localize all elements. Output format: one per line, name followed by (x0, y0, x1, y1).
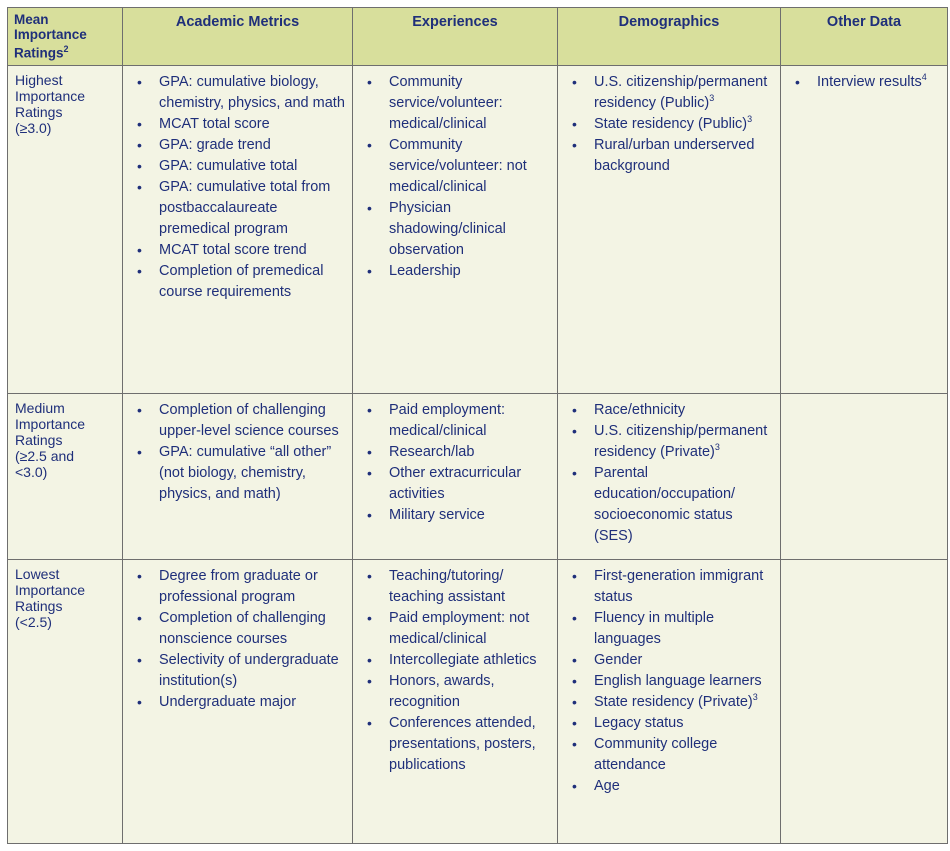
list-item-text: Race/ethnicity (594, 402, 686, 418)
other-list (781, 72, 947, 93)
list-item-text: Community service/volunteer: not medical/clinical (389, 137, 527, 195)
header-row (8, 8, 948, 66)
list-item-text: Intercollegiate athletics (389, 652, 537, 668)
bullet-icon: • (137, 158, 142, 174)
list-item-text: Military service (389, 507, 485, 523)
list-item (572, 776, 774, 797)
list-item (137, 156, 346, 177)
bullet-icon: • (137, 402, 142, 418)
list-item (137, 650, 346, 692)
list-item-text: Honors, awards, recognition (389, 673, 495, 710)
bullet-icon: • (572, 423, 577, 439)
list-item-text: U.S. citizenship/permanent residency (Private) (594, 423, 768, 460)
bullet-icon: • (572, 715, 577, 731)
cell-academic-lowest (123, 560, 353, 844)
row-label-line: Importance (15, 88, 86, 104)
importance-ratings-table (7, 7, 948, 844)
row-lowest-importance (8, 560, 948, 844)
list-item-text: English language learners (594, 673, 762, 689)
bullet-icon: • (367, 652, 372, 668)
demographics-list (558, 566, 780, 797)
list-item (367, 566, 551, 608)
footnote-marker: 3 (752, 692, 758, 703)
bullet-icon: • (137, 652, 142, 668)
bullet-icon: • (137, 694, 142, 710)
list-item-text: Interview results (817, 74, 922, 90)
list-item-text: Parental education/occupation/ socioeconomic status (SES) (594, 465, 736, 544)
row-label-line: Ratings (15, 598, 63, 614)
list-item (572, 671, 774, 692)
list-item-text: Research/lab (389, 444, 475, 460)
bullet-icon: • (137, 263, 142, 279)
footnote-marker: 4 (921, 72, 927, 83)
bullet-icon: • (795, 74, 800, 90)
bullet-icon: • (367, 263, 372, 279)
header-academic-metrics: Academic Metrics (123, 8, 353, 66)
bullet-icon: • (572, 694, 577, 710)
list-item (137, 566, 346, 608)
academic-list (123, 72, 352, 303)
row-label-medium (8, 394, 123, 560)
list-item-text: Completion of premedical course requirements (159, 263, 324, 300)
list-item (367, 135, 551, 198)
list-item (367, 650, 551, 671)
list-item (572, 421, 774, 463)
bullet-icon: • (367, 74, 372, 90)
list-item (572, 114, 774, 135)
header-other-data: Other Data (781, 8, 948, 66)
list-item-text: GPA: cumulative total from postbaccalaureate premedical program (159, 179, 331, 237)
experiences-list (353, 72, 557, 282)
bullet-icon: • (572, 465, 577, 481)
bullet-icon: • (572, 137, 577, 153)
list-item (137, 135, 346, 156)
footnote-marker: 2 (63, 44, 69, 54)
bullet-icon: • (367, 673, 372, 689)
academic-list (123, 566, 352, 713)
list-item (367, 671, 551, 713)
cell-experiences-highest (353, 66, 558, 394)
list-item (572, 463, 774, 547)
list-item (572, 135, 774, 177)
list-item-text: GPA: cumulative “all other” (not biology, chemistry, physics, and math) (159, 444, 332, 502)
list-item (137, 240, 346, 261)
list-item (795, 72, 941, 93)
list-item (572, 713, 774, 734)
bullet-icon: • (367, 402, 372, 418)
bullet-icon: • (137, 610, 142, 626)
list-item (367, 505, 551, 526)
bullet-icon: • (367, 568, 372, 584)
experiences-list (353, 566, 557, 776)
bullet-icon: • (137, 179, 142, 195)
header-mean-importance-label: Mean Importance Ratings (14, 12, 87, 61)
list-item (137, 692, 346, 713)
list-item (367, 400, 551, 442)
bullet-icon: • (572, 402, 577, 418)
cell-demographics-medium (558, 394, 781, 560)
footnote-marker: 3 (747, 114, 753, 125)
list-item-text: U.S. citizenship/permanent residency (Public) (594, 74, 768, 111)
list-item (137, 608, 346, 650)
list-item (137, 442, 346, 505)
list-item-text: Paid employment: medical/clinical (389, 402, 506, 439)
cell-demographics-lowest (558, 560, 781, 844)
cell-experiences-medium (353, 394, 558, 560)
demographics-list (558, 400, 780, 547)
list-item-text: Legacy status (594, 715, 684, 731)
bullet-icon: • (137, 444, 142, 460)
bullet-icon: • (137, 242, 142, 258)
list-item-text: State residency (Private) (594, 694, 753, 710)
cell-other-lowest (781, 560, 948, 844)
bullet-icon: • (572, 736, 577, 752)
list-item (572, 566, 774, 608)
row-label-line: (<2.5) (15, 614, 52, 630)
list-item-text: Gender (594, 652, 643, 668)
bullet-icon: • (572, 568, 577, 584)
bullet-icon: • (572, 673, 577, 689)
list-item (572, 734, 774, 776)
bullet-icon: • (137, 568, 142, 584)
cell-academic-highest (123, 66, 353, 394)
list-item (367, 608, 551, 650)
list-item-text: Paid employment: not medical/clinical (389, 610, 530, 647)
row-label-line: <3.0) (15, 464, 48, 480)
row-label-line: Ratings (15, 104, 63, 120)
list-item-text: Rural/urban underserved background (594, 137, 755, 174)
bullet-icon: • (367, 465, 372, 481)
list-item-text: Physician shadowing/clinical observation (389, 200, 506, 258)
list-item-text: MCAT total score (159, 116, 270, 132)
footnote-marker: 3 (709, 93, 715, 104)
list-item (137, 177, 346, 240)
bullet-icon: • (572, 652, 577, 668)
list-item (572, 400, 774, 421)
list-item (572, 692, 774, 713)
list-item-text: Age (594, 778, 620, 794)
list-item (367, 198, 551, 261)
list-item-text: Selectivity of undergraduate institution(s) (159, 652, 339, 689)
list-item (137, 72, 346, 114)
bullet-icon: • (367, 444, 372, 460)
bullet-icon: • (572, 74, 577, 90)
list-item (367, 463, 551, 505)
list-item-text: First-generation immigrant status (594, 568, 764, 605)
row-label-line: Importance (15, 582, 86, 598)
list-item-text: State residency (Public) (594, 116, 748, 132)
row-medium-importance (8, 394, 948, 560)
cell-academic-medium (123, 394, 353, 560)
row-label-line: (≥2.5 and (15, 448, 75, 464)
list-item-text: Fluency in multiple languages (594, 610, 715, 647)
list-item (572, 608, 774, 650)
list-item (137, 261, 346, 303)
row-label-line: Highest (15, 72, 63, 88)
row-highest-importance (8, 66, 948, 394)
list-item-text: Degree from graduate or professional program (159, 568, 318, 605)
list-item-text: Other extracurricular activities (389, 465, 522, 502)
list-item-text: MCAT total score trend (159, 242, 307, 258)
academic-list (123, 400, 352, 505)
list-item (367, 261, 551, 282)
list-item (367, 72, 551, 135)
list-item (367, 442, 551, 463)
row-label-line: Lowest (15, 566, 60, 582)
list-item (137, 114, 346, 135)
bullet-icon: • (367, 610, 372, 626)
row-label-line: Ratings (15, 432, 63, 448)
bullet-icon: • (137, 74, 142, 90)
cell-other-medium (781, 394, 948, 560)
header-mean-importance-ratings (8, 8, 123, 66)
cell-other-highest (781, 66, 948, 394)
bullet-icon: • (137, 137, 142, 153)
list-item-text: Completion of challenging nonscience courses (159, 610, 326, 647)
header-experiences: Experiences (353, 8, 558, 66)
bullet-icon: • (367, 200, 372, 216)
bullet-icon: • (367, 507, 372, 523)
experiences-list (353, 400, 557, 526)
bullet-icon: • (572, 610, 577, 626)
bullet-icon: • (572, 116, 577, 132)
list-item-text: Community college attendance (594, 736, 718, 773)
list-item (572, 650, 774, 671)
bullet-icon: • (137, 116, 142, 132)
row-label-highest (8, 66, 123, 394)
list-item-text: Undergraduate major (159, 694, 297, 710)
row-label-line: Importance (15, 416, 86, 432)
bullet-icon: • (367, 715, 372, 731)
list-item (572, 72, 774, 114)
bullet-icon: • (367, 137, 372, 153)
cell-demographics-highest (558, 66, 781, 394)
list-item-text: Community service/volunteer: medical/clinical (389, 74, 503, 132)
list-item (137, 400, 346, 442)
list-item (367, 713, 551, 776)
list-item-text: GPA: grade trend (159, 137, 271, 153)
list-item-text: Conferences attended, presentations, posters, publications (389, 715, 536, 773)
list-item-text: GPA: cumulative total (159, 158, 298, 174)
footnote-marker: 3 (714, 442, 720, 453)
list-item-text: Teaching/tutoring/ teaching assistant (389, 568, 506, 605)
cell-experiences-lowest (353, 560, 558, 844)
list-item-text: Leadership (389, 263, 461, 279)
list-item-text: GPA: cumulative biology, chemistry, physics, and math (159, 74, 345, 111)
row-label-lowest (8, 560, 123, 844)
row-label-line: Medium (15, 400, 65, 416)
row-label-line: (≥3.0) (15, 120, 52, 136)
demographics-list (558, 72, 780, 177)
list-item-text: Completion of challenging upper-level science courses (159, 402, 339, 439)
header-demographics: Demographics (558, 8, 781, 66)
bullet-icon: • (572, 778, 577, 794)
